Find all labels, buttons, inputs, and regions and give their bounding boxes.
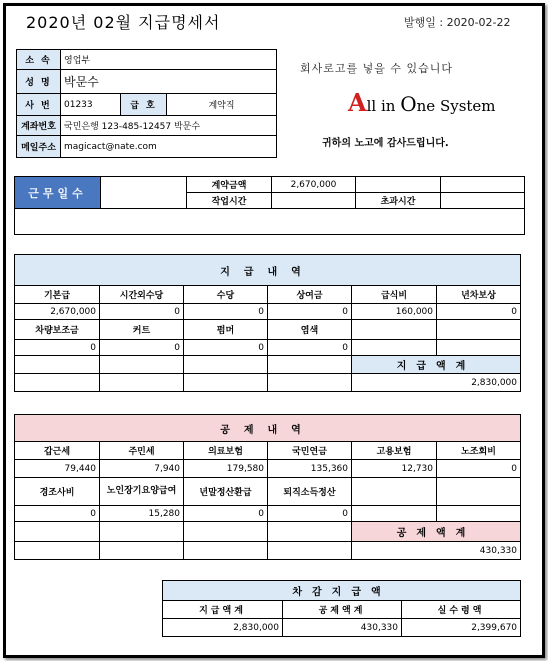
deduction-head — [437, 478, 521, 506]
deduction-value — [437, 506, 521, 522]
pay-table — [14, 254, 521, 392]
pay-value: 0 — [15, 340, 100, 356]
id-label: 사 번 — [17, 94, 61, 116]
hours-label: 작업시간 — [187, 193, 272, 209]
net-amount-value: 2,399,670 — [402, 619, 521, 637]
deduction-total-value: 430,330 — [352, 542, 521, 560]
issue-date: 발행일 : 2020-02-22 — [404, 16, 511, 29]
deduction-header: 공제내역 — [15, 415, 521, 442]
net-pay-header: 차감지급액 — [163, 581, 521, 601]
pay-head: 수당 — [184, 286, 268, 304]
deduction-empty-cell — [15, 522, 100, 542]
contract-value: 2,670,000 — [272, 177, 356, 193]
pay-head: 상여금 — [268, 286, 352, 304]
dept-value: 영업부 — [61, 50, 277, 70]
deduction-value: 0 — [15, 506, 100, 522]
deduction-vals-row-2 — [15, 506, 521, 522]
name-label: 성 명 — [17, 70, 61, 94]
overtime-value — [441, 193, 525, 209]
pay-vals-row-1 — [15, 304, 521, 320]
deduction-value — [352, 506, 437, 522]
company-logo: All in One System — [348, 88, 496, 117]
id-value: 01233 — [61, 94, 121, 116]
deduction-empty-cell — [268, 522, 352, 542]
deduction-empty-cell — [15, 542, 100, 560]
pay-empty-cell — [184, 374, 268, 392]
deduction-table — [14, 414, 521, 560]
deduction-head: 경조사비 — [15, 478, 100, 506]
account-label: 계좌번호 — [17, 116, 61, 136]
pay-empty-cell — [268, 374, 352, 392]
name-value: 박문수 — [61, 70, 277, 94]
pay-head: 염색 — [268, 320, 352, 340]
pay-head: 펌머 — [184, 320, 268, 340]
deduction-value: 79,440 — [15, 460, 100, 478]
pay-total-label: 지급액계 — [352, 356, 521, 374]
deduction-head: 국민연금 — [268, 442, 352, 460]
work-days-label: 근무일수 — [15, 177, 101, 209]
deduction-head — [352, 478, 437, 506]
dept-label: 소 속 — [17, 50, 61, 70]
deduction-vals-row-1 — [15, 460, 521, 478]
account-value: 국민은행 123-485-12457 박문수 — [61, 116, 277, 136]
pay-value: 0 — [437, 304, 521, 320]
deduction-head: 주민세 — [100, 442, 184, 460]
deduction-empty-cell — [100, 522, 184, 542]
contract-label: 계약금액 — [187, 177, 272, 193]
deduction-empty-cell — [184, 522, 268, 542]
deduction-total-label: 공제액계 — [352, 522, 521, 542]
pay-head: 시간외수당 — [100, 286, 184, 304]
net-head-pay-total: 지급액계 — [163, 601, 283, 619]
deduction-head: 퇴직소득정산 — [268, 478, 352, 506]
pay-head: 기본급 — [15, 286, 100, 304]
deduction-head: 노인장기요양급여 — [100, 478, 184, 506]
page-title: 2020년 02월 지급명세서 — [26, 13, 221, 32]
pay-empty-cell — [184, 356, 268, 374]
net-head-deduction-total: 공제액계 — [283, 601, 402, 619]
pay-vals-row-2 — [15, 340, 521, 356]
deduction-heads-row-1 — [15, 442, 521, 460]
pay-empty-cell — [100, 374, 184, 392]
pay-value: 0 — [268, 304, 352, 320]
hours-value — [272, 193, 356, 209]
pay-header: 지급내역 — [15, 255, 521, 286]
grade-label: 급 호 — [121, 94, 167, 116]
work-blank-row — [15, 209, 525, 235]
employee-info-table — [16, 49, 277, 158]
pay-head — [437, 320, 521, 340]
net-deduction-total-value: 430,330 — [283, 619, 402, 637]
deduction-head: 노조회비 — [437, 442, 521, 460]
deduction-empty-cell — [184, 542, 268, 560]
thanks-message: 귀하의 노고에 감사드립니다. — [322, 138, 449, 149]
overtime-label: 초과시간 — [356, 193, 441, 209]
email-label: 메일주소 — [17, 136, 61, 158]
work-empty-cell — [441, 177, 525, 193]
email-value: magicact@nate.com — [61, 136, 277, 158]
pay-empty-cell — [268, 356, 352, 374]
pay-value: 0 — [100, 340, 184, 356]
deduction-value: 0 — [268, 506, 352, 522]
work-empty-cell — [356, 177, 441, 193]
pay-empty-cell — [100, 356, 184, 374]
deduction-value: 15,280 — [100, 506, 184, 522]
deduction-head: 의료보험 — [184, 442, 268, 460]
deduction-head: 갑근세 — [15, 442, 100, 460]
deduction-empty-cell — [100, 542, 184, 560]
net-pay-table — [162, 580, 521, 637]
deduction-value: 135,360 — [268, 460, 352, 478]
deduction-value: 0 — [437, 460, 521, 478]
pay-value: 0 — [184, 304, 268, 320]
pay-value: 160,000 — [352, 304, 437, 320]
pay-value — [437, 340, 521, 356]
pay-head — [352, 320, 437, 340]
pay-head: 커트 — [100, 320, 184, 340]
logo-placeholder-note: 회사로고를 넣을 수 있습니다 — [300, 62, 454, 75]
pay-empty-cell — [15, 374, 100, 392]
pay-head: 급식비 — [352, 286, 437, 304]
deduction-empty-cell — [268, 542, 352, 560]
deduction-value: 12,730 — [352, 460, 437, 478]
pay-value: 0 — [268, 340, 352, 356]
deduction-value: 0 — [184, 506, 268, 522]
work-table — [14, 176, 525, 235]
pay-head: 차량보조금 — [15, 320, 100, 340]
grade-value: 계약직 — [167, 94, 277, 116]
deduction-value: 179,580 — [184, 460, 268, 478]
pay-value — [352, 340, 437, 356]
pay-total-value: 2,830,000 — [352, 374, 521, 392]
pay-head: 년차보상 — [437, 286, 521, 304]
pay-value: 2,670,000 — [15, 304, 100, 320]
pay-value: 0 — [184, 340, 268, 356]
deduction-head: 고용보험 — [352, 442, 437, 460]
deduction-head: 년말정산환급 — [184, 478, 268, 506]
pay-empty-cell — [15, 356, 100, 374]
pay-heads-row-2 — [15, 320, 521, 340]
work-days-value — [101, 177, 187, 209]
pay-heads-row-1 — [15, 286, 521, 304]
deduction-heads-row-2 — [15, 478, 521, 506]
deduction-value: 7,940 — [100, 460, 184, 478]
net-pay-total-value: 2,830,000 — [163, 619, 283, 637]
pay-value: 0 — [100, 304, 184, 320]
net-head-net-amount: 실수령액 — [402, 601, 521, 619]
